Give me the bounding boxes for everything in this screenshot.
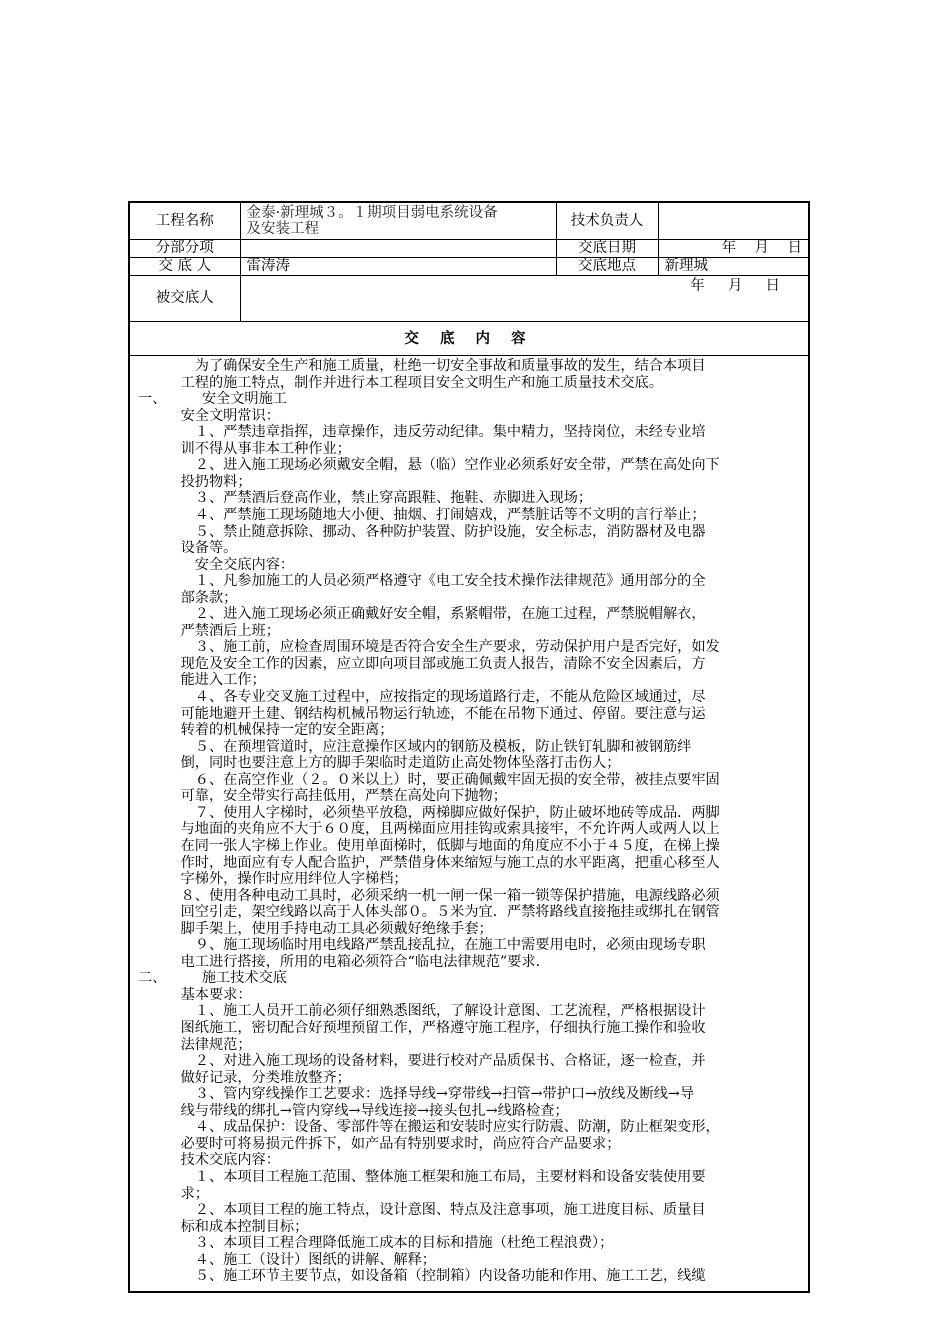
body-line: 法律规范； [138, 1036, 252, 1053]
body-line: ９、施工现场临时用电线路严禁乱接乱拉，在施工中需要用电时，必须由现场专职 [138, 937, 706, 954]
presenter-label: 交 底 人 [130, 257, 240, 275]
body-line: 设备等。 [138, 540, 238, 557]
tech-lead-label: 技术负责人 [556, 203, 658, 239]
body-line: ３、严禁酒后登高作业，禁止穿高跟鞋、拖鞋、赤脚进入现场； [138, 490, 593, 507]
body-line: ５、施工环节主要节点，如设备箱（控制箱）内设备功能和作用、施工工艺，线缆 [138, 1268, 706, 1285]
body-line: 与地面的夹角应不大于６０度，且两梯面应用挂钩或索具接牢，不允许两人或两人以上 [138, 821, 720, 838]
body-line: 求； [138, 1185, 209, 1202]
disclosure-form [128, 201, 810, 1293]
body-line: ２、对进入施工现场的设备材料，要进行校对产品质保书、合格证，逐一检查，并 [138, 1053, 706, 1070]
body-line: ３、施工前，应检查周围环境是否符合安全生产要求，劳动保护用户是否完好，如发 [138, 639, 720, 656]
body-line: ４、严禁施工现场随地大小便、抽烟、打闹嬉戏，严禁脏话等不文明的言行举止； [138, 506, 706, 523]
body-line: 技术交底内容： [138, 1152, 280, 1169]
body-line: 回空引走，架空线路以高于人体头部０。５米为宜．严禁将路线直接拖挂或绑扎在钢管 [138, 904, 720, 921]
body-line: ４、各专业交叉施工过程中，应按指定的现场道路行走，不能从危险区域通过，尽 [138, 689, 706, 705]
body-line: 标和成本控制目标； [138, 1218, 309, 1235]
project-name-line-2: 及安装工程 [246, 220, 319, 237]
body-line: 能进入工作； [138, 672, 266, 689]
body-line: 做好记录，分类堆放整齐； [138, 1069, 351, 1086]
body-line: ７、使用人字梯时，必须垫平放稳，两梯脚应做好保护，防止破坏地砖等成品．两脚 [138, 804, 720, 821]
place-value: 新理城 [658, 257, 808, 275]
body-line: ４、施工（设计）图纸的讲解、解释； [138, 1251, 436, 1268]
body-line: 为了确保安全生产和施工质量，杜绝一切安全事故和质量事故的发生，结合本项目 [138, 358, 706, 374]
body-line: １、凡参加施工的人员必须严格遵守《电工安全技术操作法律规范》通用部分的全 [138, 573, 706, 590]
body-line: 倒，同时也要注意上方的脚手架临时走道防止高处物体坠落打击伤人； [138, 755, 621, 772]
project-name-label: 工程名称 [130, 203, 240, 239]
body-line: 部条款； [138, 589, 238, 606]
place-label: 交底地点 [556, 257, 658, 275]
body-line: １、施工人员开工前必须仔细熟悉图纸，了解设计意图、工艺流程，严格根据设计 [138, 1003, 706, 1020]
header-table [130, 203, 808, 322]
sub-item-value [240, 239, 556, 257]
body-line: 电工进行搭接，所用的电箱必须符合“临电法律规范”要求． [138, 953, 550, 970]
body-line: 投扔物料； [138, 473, 252, 490]
section-title: 交 底 内 容 [130, 323, 808, 356]
body-line: ３、本项目工程合理降低施工成本的目标和措施（杜绝工程浪费）； [138, 1235, 614, 1252]
recipient-value [240, 275, 808, 321]
body-line: 线与带线的绑扎→管内穿线→导线连接→接头包扎→线路检查； [138, 1102, 569, 1119]
body-line: １、本项目工程施工范围、整体施工框架和施工布局，主要材料和设备安装使用要 [138, 1168, 706, 1185]
body-line: ６、在高空作业（２。０米以上）时，要正确佩戴牢固无损的安全带，被挂点要牢固 [138, 771, 720, 788]
body-line: ８、使用各种电动工具时，必须采纳一机一闸一保一箱一锁等保护措施，电源线路必须 [138, 887, 720, 904]
body-line: 严禁酒后上班； [138, 622, 280, 639]
body-line: 字梯外，操作时应用绊位人字梯档； [138, 871, 408, 888]
body-line: 安全交底内容： [138, 556, 295, 573]
body-line: 脚手架上，使用手持电动工具必须戴好绝缘手套； [138, 920, 493, 937]
body-line: ３、管内穿线操作工艺要求：选择导线→穿带线→扫管→带护口→放线及断线→导 [138, 1086, 695, 1103]
body-line: 作时，地面应有专人配合监护，严禁借身体来缩短与施工点的水平距离，把重心移至人 [138, 854, 720, 871]
body-line: 可靠，安全带实行高挂低用，严禁在高处向下抛物； [138, 788, 507, 805]
body-line: 可能地避开土建、钢结构机械吊物运行轨迹，不能在吊物下通过、停留。要注意与运 [138, 705, 706, 722]
recipient-date: 年 月 日 [690, 277, 780, 294]
body-line: 二、 施工技术交底 [138, 970, 287, 987]
body-line: 基本要求： [138, 986, 252, 1003]
date-label: 交底日期 [556, 239, 658, 257]
body-line: ２、进入施工现场必须戴安全帽，悬（临）空作业必须系好安全带，严禁在高处向下 [138, 457, 720, 474]
body-line: 工程的施工特点，制作并进行本工程项目安全文明生产和施工质量技术交底。 [138, 374, 663, 391]
presenter-value: 雷涛涛 [240, 257, 556, 275]
project-name-value [240, 203, 556, 239]
body-line: ５、禁止随意拆除、挪动、各种防护装置、防护设施，安全标志，消防器材及电器 [138, 523, 706, 540]
body-line: ５、在预埋管道时，应注意操作区域内的钢筋及模板，防止铁钉轧脚和被钢筋绊 [138, 738, 692, 755]
body-line: 现危及安全工作的因素，应立即向项目部或施工负责人报告，清除不安全因素后，方 [138, 655, 706, 672]
body-line: ２、进入施工现场必须正确戴好安全帽，系紧帽带，在施工过程，严禁脱帽解衣， [138, 606, 706, 623]
body-line: 一、 安全文明施工 [138, 391, 287, 408]
body-line: 训不得从事非本工种作业； [138, 440, 351, 457]
body-line: 图纸施工，密切配合好预埋预留工作，严格遵守施工程序，仔细执行施工操作和验收 [138, 1020, 706, 1036]
date-value: 年 月 日 [658, 239, 808, 257]
project-name-line-1: 金泰·新理城３。１期项目弱电系统设备 [246, 204, 498, 221]
recipient-label: 被交底人 [130, 275, 240, 321]
body-line: 转着的机械保持一定的安全距离； [138, 722, 394, 739]
tech-lead-value [658, 203, 808, 239]
body-line: 在同一张人字梯上作业。使用单面梯时，低脚与地面的角度应不小于４５度，在梯上操 [138, 837, 720, 854]
body-line: 必要时可将易损元件拆下，如产品有特别要求时，尚应符合产品要求； [138, 1135, 621, 1152]
sub-item-label: 分部分项 [130, 239, 240, 257]
body-line: ２、本项目工程的施工特点，设计意图、特点及注意事项，施工进度目标、质量目 [138, 1202, 706, 1219]
body-line: ４、成品保护：设备、零部件等在搬运和安装时应实行防震、防潮，防止框架变形， [138, 1119, 720, 1136]
body-line: １、严禁违章指挥，违章操作，违反劳动纪律。集中精力，坚持岗位，未经专业培 [138, 424, 706, 441]
body-line: 安全文明常识： [138, 407, 280, 424]
